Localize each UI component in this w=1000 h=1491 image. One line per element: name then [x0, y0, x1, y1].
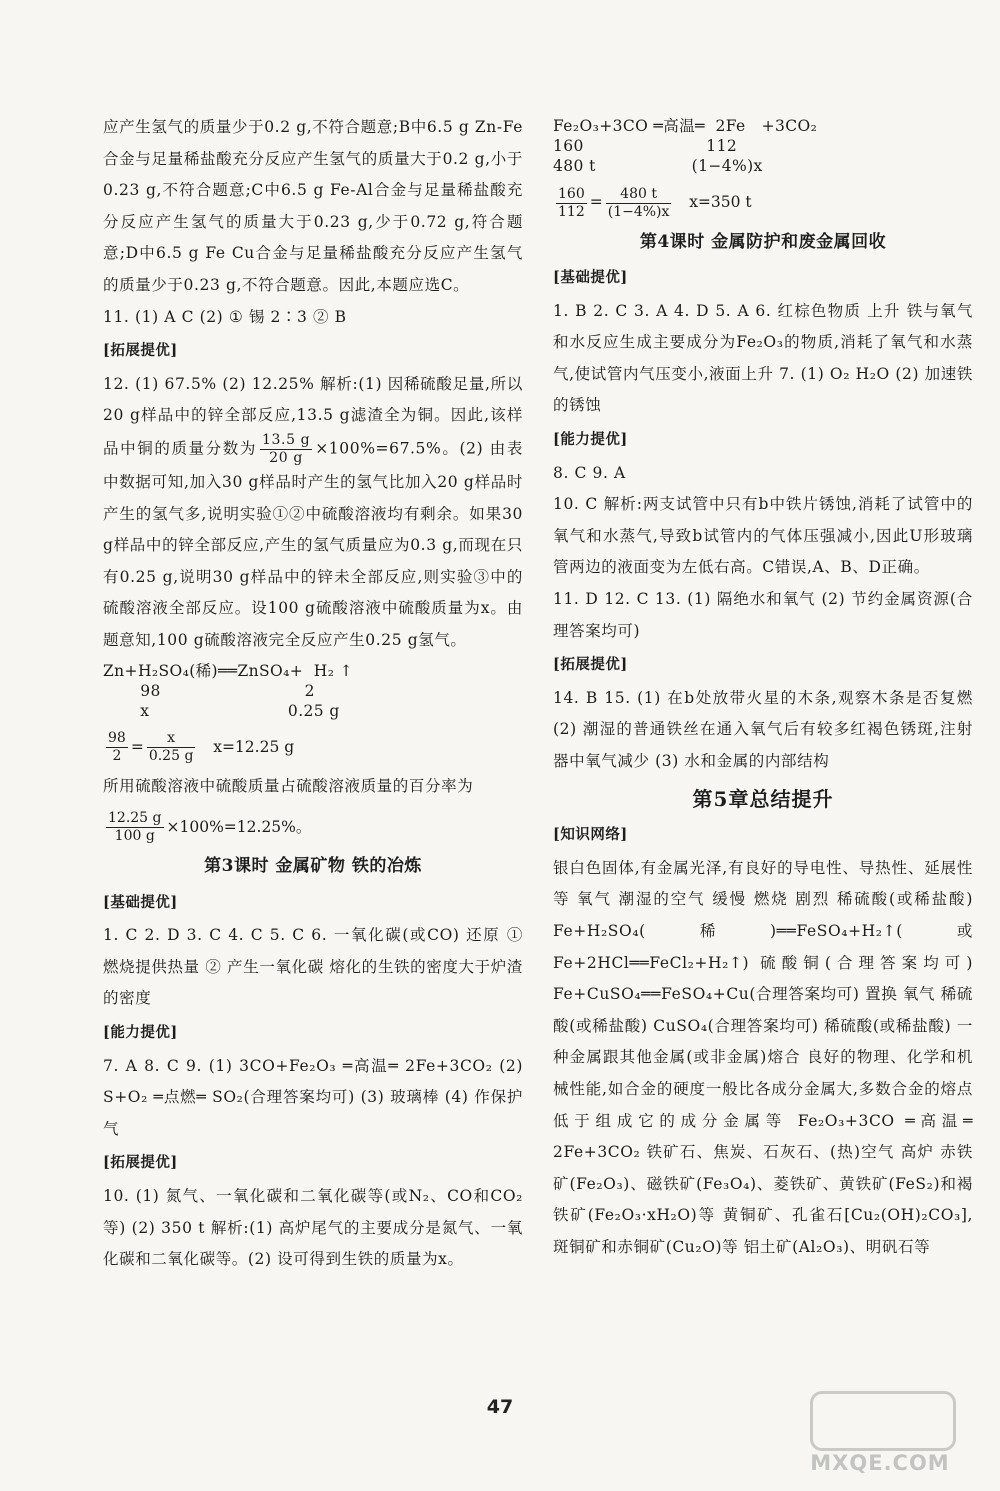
fraction-numerator: 98 — [108, 730, 126, 746]
ratio-fraction-right — [606, 186, 672, 221]
section-header-ability: [能力提优] — [103, 1024, 178, 1042]
section-header-ability: [能力提优] — [553, 431, 628, 449]
ratio-fraction-left — [556, 186, 587, 221]
ratio-result: x=350 t — [689, 193, 752, 211]
lesson4-answers-11-13: 11. D 12. C 13. (1) 隔绝水和氧气 (2) 节约金属资源(合理答案均可) — [553, 590, 973, 640]
fraction-numerator: 480 t — [606, 186, 672, 204]
equation-line: Fe₂O₃+3CO ═高温═ 2Fe +3CO₂ — [553, 117, 818, 135]
lesson3-heading: 第3课时 金属矿物 铁的冶炼 — [204, 856, 422, 877]
section-header-extension: [拓展提优] — [553, 656, 628, 674]
watermark — [780, 1389, 980, 1481]
ratio-equation — [553, 184, 973, 221]
answer-logo-icon — [810, 1391, 956, 1451]
fraction-denominator: 0.25 g — [148, 748, 194, 764]
ratio-result: x=12.25 g — [213, 737, 295, 756]
zinc-equation-block — [103, 661, 523, 721]
percentage-result: ×100%=12.25%。 — [166, 817, 312, 836]
percentage-calculation — [103, 809, 523, 846]
q12-fraction-numerator: 13.5 g — [262, 431, 311, 448]
fraction-numerator: 12.25 g — [108, 810, 162, 827]
fraction-denominator: 2 — [112, 748, 122, 764]
section-header-extension: [拓展提优] — [103, 342, 178, 360]
equation-line: 98 2 — [103, 681, 315, 700]
page-number: 47 — [486, 1396, 514, 1418]
percentage-fraction — [106, 810, 164, 845]
answer-q11: 11. (1) A C (2) ① 锡 2∶3 ② B — [103, 307, 347, 326]
fraction-denominator: (1−4%)x — [607, 203, 670, 220]
lesson3-answers-1-6: 1. C 2. D 3. C 4. C 5. C 6. 一氧化碳(或CO) 还原 ① 燃烧提供热量 ② 产生一氧化碳 熔化的生铁的密度大于炉渣的密度 — [103, 926, 523, 1008]
equation-line: x 0.25 g — [103, 701, 340, 720]
lesson4-answer-10: 10. C 解析:两支试管中只有b中铁片锈蚀,消耗了试管中的氧气和水蒸气,导致b试管内的气体压强减小,因此U形玻璃管两边的液面变为左低右高。C错误,A、B、D正确。 — [553, 495, 973, 577]
fraction-denominator: 100 g — [114, 828, 155, 845]
equation-line: Zn+H₂SO₄(稀)══ZnSO₄+ H₂ ↑ — [103, 661, 354, 680]
lesson4-answers-8-9: 8. C 9. A — [553, 463, 626, 482]
knowledge-network-text: 银白色固体,有金属光泽,有良好的导电性、导热性、延展性等 氧气 潮湿的空气 缓慢 燃烧 剧烈 稀硫酸(或稀盐酸) Fe+H₂SO₄(稀)══FeSO₄+H₂↑(或Fe+2HCl══FeCl₂+H₂↑) 硫酸铜(合理答案均可) Fe+CuSO₄══FeSO₄+Cu(合理答案均可) 置换 氧气 稀硫酸(或稀盐酸) CuSO₄(合理答案均可) 稀硫酸(或稀盐酸) 一种金属跟其他金属(或非金属)熔合 良好的物理、化学和机械性能,如合金的硬度一般比各成分金属大,多数合金的熔点低于组成它的成分金属等 Fe₂O₃+3CO ═高温═ 2Fe+3CO₂ 铁矿石、焦炭、石灰石、(热)空气 高炉 赤铁矿(Fe₂O₃)、磁铁矿(Fe₃O₄)、菱铁矿、黄铁矿(FeS₂)和褐铁矿(Fe₂O₃·xH₂O)等 黄铜矿、孔雀石[Cu₂(OH)₂CO₃],斑铜矿和赤铜矿(Cu₂O)等 铝土矿(Al₂O₃)、明矾石等 — [553, 858, 973, 1256]
left-column — [103, 112, 523, 1276]
fraction-denominator: 112 — [558, 203, 585, 220]
q12-fraction — [260, 432, 312, 467]
lesson4-heading: 第4课时 金属防护和废金属回收 — [639, 231, 887, 252]
fraction-numerator: x — [147, 730, 196, 748]
lesson3-answers-7-9: 7. A 8. C 9. (1) 3CO+Fe₂O₃ ═高温═ 2Fe+3CO₂ (2) S+O₂ ═点燃═ SO₂(合理答案均可) (3) 玻璃棒 (4) 作保护气 — [103, 1056, 523, 1138]
q10-analysis-continued: 应产生氢气的质量少于0.2 g,不符合题意;B中6.5 g Zn-Fe合金与足量稀盐酸充分反应产生氢气的质量大于0.2 g,小于0.23 g,不符合题意;C中6.5 g Fe-Al合金与足量稀盐酸充分反应产生氢气的质量大于0.23 g,少于0.72 g,符合题意;D中6.5 g Fe Cu合金与足量稀盐酸充分反应产生氢气的质量少于0.23 g,不符合题意。因此,本题应选C。 — [103, 118, 523, 294]
section-header-extension: [拓展提优] — [103, 1154, 178, 1172]
q12-fraction-denominator: 20 g — [269, 449, 303, 466]
section-header-basic: [基础提优] — [553, 269, 628, 287]
equation-line: 160 112 — [553, 137, 738, 155]
iron-smelting-equation-block — [553, 116, 973, 176]
q12-text-part2: ×100%=67.5%。(2) 由表中数据可知,加入30 g样品时产生的氢气比加入20 g样品时产生的氢气多,说明实验①②中硫酸溶液均有剩余。如果30 g样品中的锌全部反应,产生的氢气质量应为0.3 g,而现在只有0.25 g,说明30 g样品中的锌未全部反应,则实验③中的硫酸溶液全部反应。设100 g硫酸溶液中硫酸质量为x。由题意知,100 g硫酸溶液完全反应产生0.25 g氢气。 — [103, 439, 523, 649]
watermark-text: MXQE.COM — [810, 1451, 950, 1475]
fraction-numerator: 160 — [558, 185, 585, 202]
ratio-fraction-left — [106, 730, 128, 765]
answer-q12 — [103, 369, 523, 657]
right-column — [553, 112, 973, 1264]
section-header-basic: [基础提优] — [103, 893, 178, 911]
q12-text-part1: 12. (1) 67.5% (2) 12.25% 解析:(1) 因稀硫酸足量,所以20 g样品中的锌全部反应,13.5 g滤渣全为铜。因此,该样品中铜的质量分数为 — [103, 374, 523, 458]
equals-sign: = — [130, 737, 144, 756]
chapter5-summary-heading: 第5章总结提升 — [692, 786, 834, 811]
equals-sign: = — [589, 193, 603, 211]
lesson4-answers-14-15: 14. B 15. (1) 在b处放带火星的木条,观察木条是否复燃 (2) 潮湿的普通铁丝在通入氧气后有较多红褐色锈斑,注射器中氧气减少 (3) 水和金属的内部结构 — [553, 688, 973, 770]
ratio-equation — [103, 729, 523, 766]
lesson3-answer-10: 10. (1) 氮气、一氧化碳和二氧化碳等(或N₂、CO和CO₂等) (2) 350 t 解析:(1) 高炉尾气的主要成分是氮气、一氧化碳和二氧化碳等。(2) 设可得到生铁的质量为x。 — [103, 1187, 523, 1269]
section-header-knowledge-network: [知识网络] — [553, 826, 628, 844]
ratio-fraction-right — [147, 730, 196, 765]
lesson4-answers-1-7: 1. B 2. C 3. A 4. D 5. A 6. 红棕色物质 上升 铁与氧气和水反应生成主要成分为Fe₂O₃的物质,消耗了氧气和水蒸气,使试管内气压变小,液面上升 7. (1) O₂ H₂O (2) 加速铁的锈蚀 — [553, 301, 973, 415]
percentage-statement: 所用硫酸溶液中硫酸质量占硫酸溶液质量的百分率为 — [103, 777, 474, 795]
equation-line: 480 t (1−4%)x — [553, 157, 763, 175]
